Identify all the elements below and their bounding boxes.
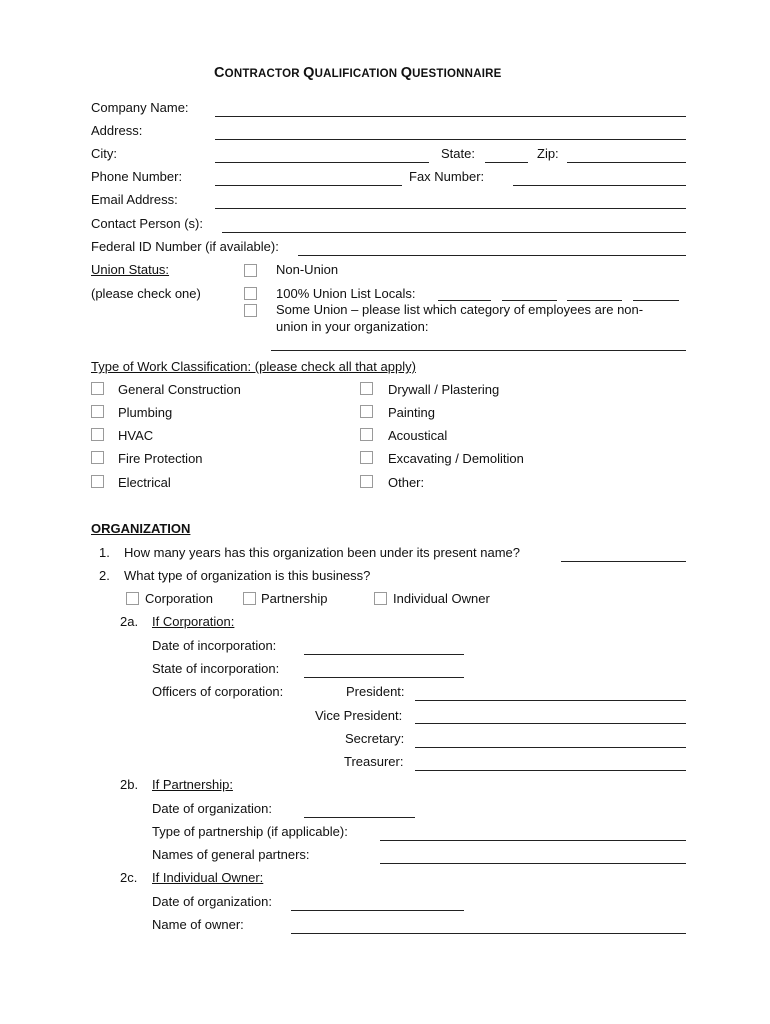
question-number: 2. [99,568,110,583]
president-label: President: [346,684,405,699]
general-partners-field[interactable] [380,863,686,864]
treasurer-label: Treasurer: [344,754,404,769]
contact-field[interactable] [222,232,686,233]
fax-field[interactable] [513,185,686,186]
title-part: Q [303,65,315,81]
work-label: Fire Protection [118,451,203,466]
secretary-field[interactable] [415,747,686,748]
non-union-employees-field[interactable] [271,350,686,351]
years-field[interactable] [561,561,686,562]
local-field-1[interactable] [438,300,491,301]
corporation-label: Corporation [145,591,213,606]
title-part: UESTIONNAIRE [412,68,502,80]
work-classification-heading: Type of Work Classification: (please check all that apply) [91,359,416,374]
state-field[interactable] [485,162,528,163]
section-number: 2a. [120,614,139,629]
section-number: 2c. [120,870,138,885]
work-label: Drywall / Plastering [388,382,500,397]
work-checkbox[interactable] [360,382,373,395]
work-checkbox[interactable] [360,428,373,441]
work-checkbox[interactable] [91,382,104,395]
union-status-label: Union Status: [91,262,170,277]
work-label: Electrical [118,475,171,490]
non-union-checkbox[interactable] [244,264,257,277]
address-field[interactable] [215,139,686,140]
work-label: General Construction [118,382,241,397]
title-part: Q [400,65,413,81]
federal-id-field[interactable] [298,255,686,256]
fax-label: Fax Number: [409,169,485,184]
partnership-checkbox[interactable] [243,592,256,605]
work-label: Acoustical [388,428,448,443]
question-number: 1. [99,545,110,560]
work-label: HVAC [118,428,154,443]
corporation-section-title: If Corporation: [152,614,235,629]
vice-president-label: Vice President: [315,708,403,723]
state-incorporation-label: State of incorporation: [152,661,280,676]
full-union-label: 100% Union List Locals: [276,286,416,301]
date-organization-label: Date of organization: [152,801,272,816]
state-incorporation-field[interactable] [304,677,464,678]
owner-date-organization-label: Date of organization: [152,894,272,909]
work-checkbox[interactable] [91,451,104,464]
local-field-4[interactable] [633,300,679,301]
work-checkbox[interactable] [360,451,373,464]
city-label: City: [91,146,117,161]
secretary-label: Secretary: [345,731,405,746]
some-union-label: Some Union – please list which category of employees are non- [276,302,644,317]
work-label: Painting [388,405,435,420]
corporation-checkbox[interactable] [126,592,139,605]
partnership-type-field[interactable] [380,840,686,841]
email-label: Email Address: [91,192,178,207]
section-number: 2b. [120,777,139,792]
partnership-label: Partnership [261,591,328,606]
partnership-section-title: If Partnership: [152,777,233,792]
individual-owner-label: Individual Owner [393,591,490,606]
company-name-field[interactable] [215,116,686,117]
zip-field[interactable] [567,162,686,163]
work-checkbox[interactable] [91,405,104,418]
email-field[interactable] [215,208,686,209]
zip-label: Zip: [537,146,559,161]
partnership-type-label: Type of partnership (if applicable): [152,824,348,839]
individual-owner-checkbox[interactable] [374,592,387,605]
local-field-2[interactable] [502,300,557,301]
some-union-checkbox[interactable] [244,304,257,317]
officers-label: Officers of corporation: [152,684,284,699]
owner-name-label: Name of owner: [152,917,244,932]
work-label: Excavating / Demolition [388,451,524,466]
title-part: C [214,65,225,81]
full-union-checkbox[interactable] [244,287,257,300]
date-incorporation-label: Date of incorporation: [152,638,277,653]
owner-date-organization-field[interactable] [291,910,464,911]
address-label: Address: [91,123,143,138]
company-name-label: Company Name: [91,100,189,115]
work-label: Other: [388,475,425,490]
federal-id-label: Federal ID Number (if available): [91,239,279,254]
work-label: Plumbing [118,405,173,420]
title-part: ONTRACTOR [224,68,304,80]
city-field[interactable] [215,162,429,163]
state-label: State: [441,146,475,161]
work-checkbox[interactable] [360,475,373,488]
page-title [214,65,501,82]
owner-name-field[interactable] [291,933,686,934]
work-checkbox[interactable] [91,475,104,488]
general-partners-label: Names of general partners: [152,847,310,862]
title-part: UALIFICATION [314,68,401,80]
work-checkbox[interactable] [360,405,373,418]
vice-president-field[interactable] [415,723,686,724]
question-years: How many years has this organization been under its present name? [124,545,520,560]
organization-heading: ORGANIZATION [91,521,191,536]
individual-owner-section-title: If Individual Owner: [152,870,264,885]
date-incorporation-field[interactable] [304,654,464,655]
date-organization-field[interactable] [304,817,415,818]
contact-label: Contact Person (s): [91,216,203,231]
treasurer-field[interactable] [415,770,686,771]
phone-label: Phone Number: [91,169,183,184]
phone-field[interactable] [215,185,402,186]
non-union-label: Non-Union [276,262,339,277]
check-one-label: (please check one) [91,286,201,301]
work-checkbox[interactable] [91,428,104,441]
question-org-type: What type of organization is this business? [124,568,371,583]
local-field-3[interactable] [567,300,622,301]
president-field[interactable] [415,700,686,701]
some-union-label-cont: union in your organization: [276,319,429,334]
